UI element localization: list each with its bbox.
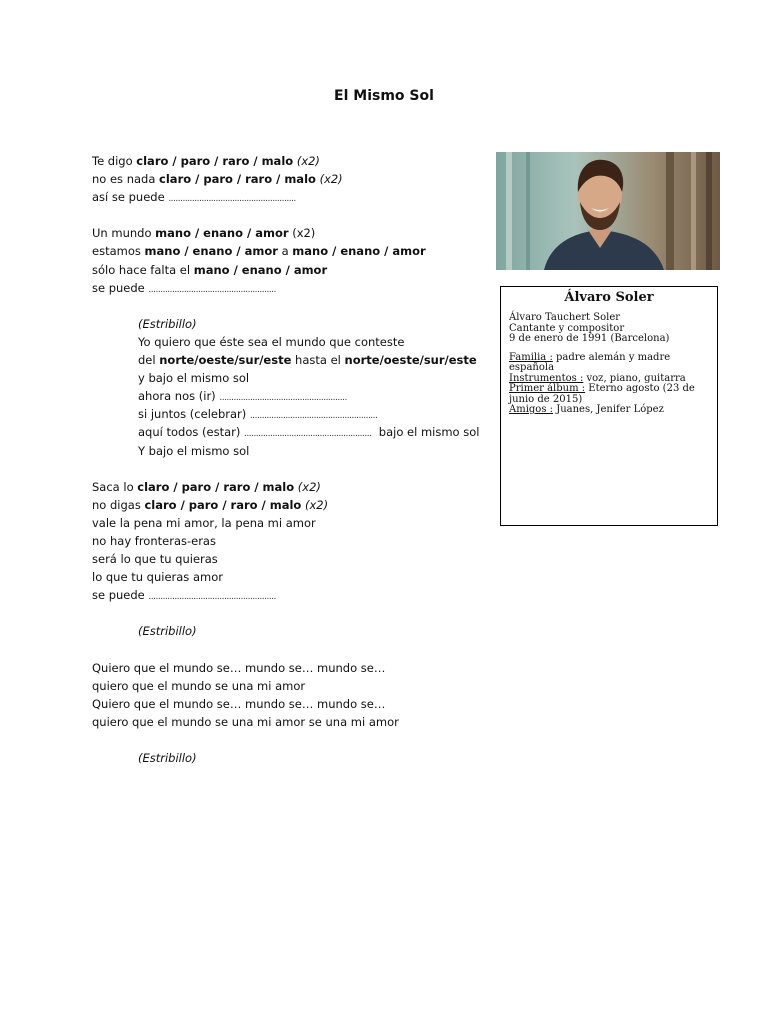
lyric-line: no hay fronteras-eras bbox=[92, 533, 216, 548]
album-value: Eterno agosto (23 de junio de 2015) bbox=[509, 383, 695, 405]
word-options: mano / enano / amor bbox=[144, 244, 278, 259]
family-label: Familia : bbox=[509, 351, 553, 363]
chorus-label: (Estribillo) bbox=[138, 624, 197, 639]
lyric-line: vale la pena mi amor, la pena mi amor bbox=[92, 515, 316, 530]
family-row bbox=[501, 353, 717, 374]
artist-birth: 9 de enero de 1991 (Barcelona) bbox=[509, 333, 670, 344]
fill-blank: ...................................................... bbox=[219, 393, 347, 404]
instruments-value: voz, piano, guitarra bbox=[583, 372, 686, 384]
lyric-line: será lo que tu quieras bbox=[92, 552, 218, 567]
lyric-text: aquí todos (estar) bbox=[138, 425, 244, 440]
lyric-line bbox=[92, 496, 502, 514]
fill-blank: ...................................................... bbox=[244, 429, 372, 440]
lyric-text: así se puede bbox=[92, 190, 169, 205]
lyric-line bbox=[92, 261, 502, 279]
lyric-text: se puede bbox=[92, 280, 149, 295]
instruments-label: Instrumentos : bbox=[509, 372, 584, 384]
lyric-text: a bbox=[277, 244, 293, 259]
lyric-text: se puede bbox=[92, 588, 149, 603]
lyric-text: no digas bbox=[92, 497, 145, 512]
word-options: claro / paro / raro / malo bbox=[159, 172, 316, 187]
album-row bbox=[501, 384, 717, 405]
repeat-note: (x2) bbox=[294, 479, 321, 494]
lyric-line bbox=[92, 224, 502, 242]
lyric-text: no es nada bbox=[92, 172, 160, 187]
album-label: Primer álbum : bbox=[509, 383, 586, 394]
lyric-line bbox=[92, 405, 502, 423]
fill-blank: ...................................................... bbox=[148, 284, 276, 295]
lyric-text: Te digo bbox=[92, 154, 137, 168]
lyric-line: quiero que el mundo se una mi amor se una mi amor bbox=[92, 714, 399, 729]
friends-row bbox=[501, 405, 717, 416]
lyric-text: del bbox=[138, 353, 160, 368]
lyric-line bbox=[92, 279, 502, 297]
lyric-line bbox=[92, 170, 502, 188]
word-options: norte/oeste/sur/este bbox=[159, 353, 292, 368]
lyric-line: Quiero que el mundo se… mundo se… mundo se… bbox=[92, 696, 386, 711]
repeat-note: (x2) bbox=[301, 497, 329, 512]
artist-photo bbox=[496, 152, 720, 270]
lyric-line: lo que tu quieras amor bbox=[92, 570, 223, 585]
lyric-line bbox=[92, 478, 502, 496]
repeat-note: (x2) bbox=[293, 154, 320, 168]
friends-label: Amigos : bbox=[509, 404, 554, 415]
lyric-text: Saca lo bbox=[92, 479, 138, 494]
lyric-text: Un mundo bbox=[92, 226, 156, 241]
word-options: claro / paro / raro / malo bbox=[144, 497, 302, 512]
fill-blank: ...................................................... bbox=[249, 411, 378, 422]
lyrics bbox=[92, 152, 502, 767]
fill-blank: ...................................................... bbox=[168, 194, 296, 205]
lyric-line: y bajo el mismo sol bbox=[138, 371, 250, 386]
lyric-line: Yo quiero que éste sea el mundo que conteste bbox=[138, 334, 405, 349]
word-options: mano / enano / amor bbox=[193, 262, 328, 277]
repeat-note: (x2) bbox=[315, 172, 343, 187]
lyric-line bbox=[92, 586, 502, 604]
word-options: claro / paro / raro / malo bbox=[137, 479, 295, 494]
lyric-text: bajo el mismo sol bbox=[371, 425, 480, 440]
artist-info-box bbox=[500, 286, 718, 526]
chorus-label: (Estribillo) bbox=[138, 316, 197, 331]
fill-blank: ...................................................... bbox=[148, 592, 276, 603]
family-value: padre alemán y madre española bbox=[509, 351, 671, 373]
lyric-line: quiero que el mundo se una mi amor bbox=[92, 678, 306, 693]
artist-role: Cantante y compositor bbox=[509, 322, 625, 334]
lyric-line bbox=[92, 152, 502, 170]
repeat-note: (x2) bbox=[288, 226, 316, 241]
word-options: mano / enano / amor bbox=[292, 244, 426, 259]
lyric-line bbox=[92, 387, 502, 405]
lyric-text: sólo hace falta el bbox=[92, 262, 194, 277]
lyric-line bbox=[92, 188, 502, 206]
lyric-line: Quiero que el mundo se… mundo se… mundo se… bbox=[92, 660, 386, 675]
lyric-text: ahora nos (ir) bbox=[138, 389, 220, 404]
lyric-line bbox=[92, 351, 502, 369]
artist-name: Álvaro Soler bbox=[564, 290, 654, 305]
lyric-text: hasta el bbox=[291, 353, 345, 368]
lyric-line bbox=[92, 242, 502, 260]
lyric-line bbox=[92, 423, 502, 441]
page-title: El Mismo Sol bbox=[334, 88, 434, 104]
lyric-text: si juntos (celebrar) bbox=[138, 407, 250, 422]
word-options: norte/oeste/sur/este bbox=[344, 353, 477, 368]
lyric-text: estamos bbox=[92, 244, 145, 259]
lyric-line: Y bajo el mismo sol bbox=[138, 443, 250, 458]
friends-value: Juanes, Jenifer López bbox=[553, 404, 664, 415]
artist-full-name: Álvaro Tauchert Soler bbox=[509, 312, 621, 323]
chorus-label: (Estribillo) bbox=[138, 751, 197, 766]
word-options: mano / enano / amor bbox=[155, 226, 289, 241]
word-options: claro / paro / raro / malo bbox=[136, 154, 294, 168]
